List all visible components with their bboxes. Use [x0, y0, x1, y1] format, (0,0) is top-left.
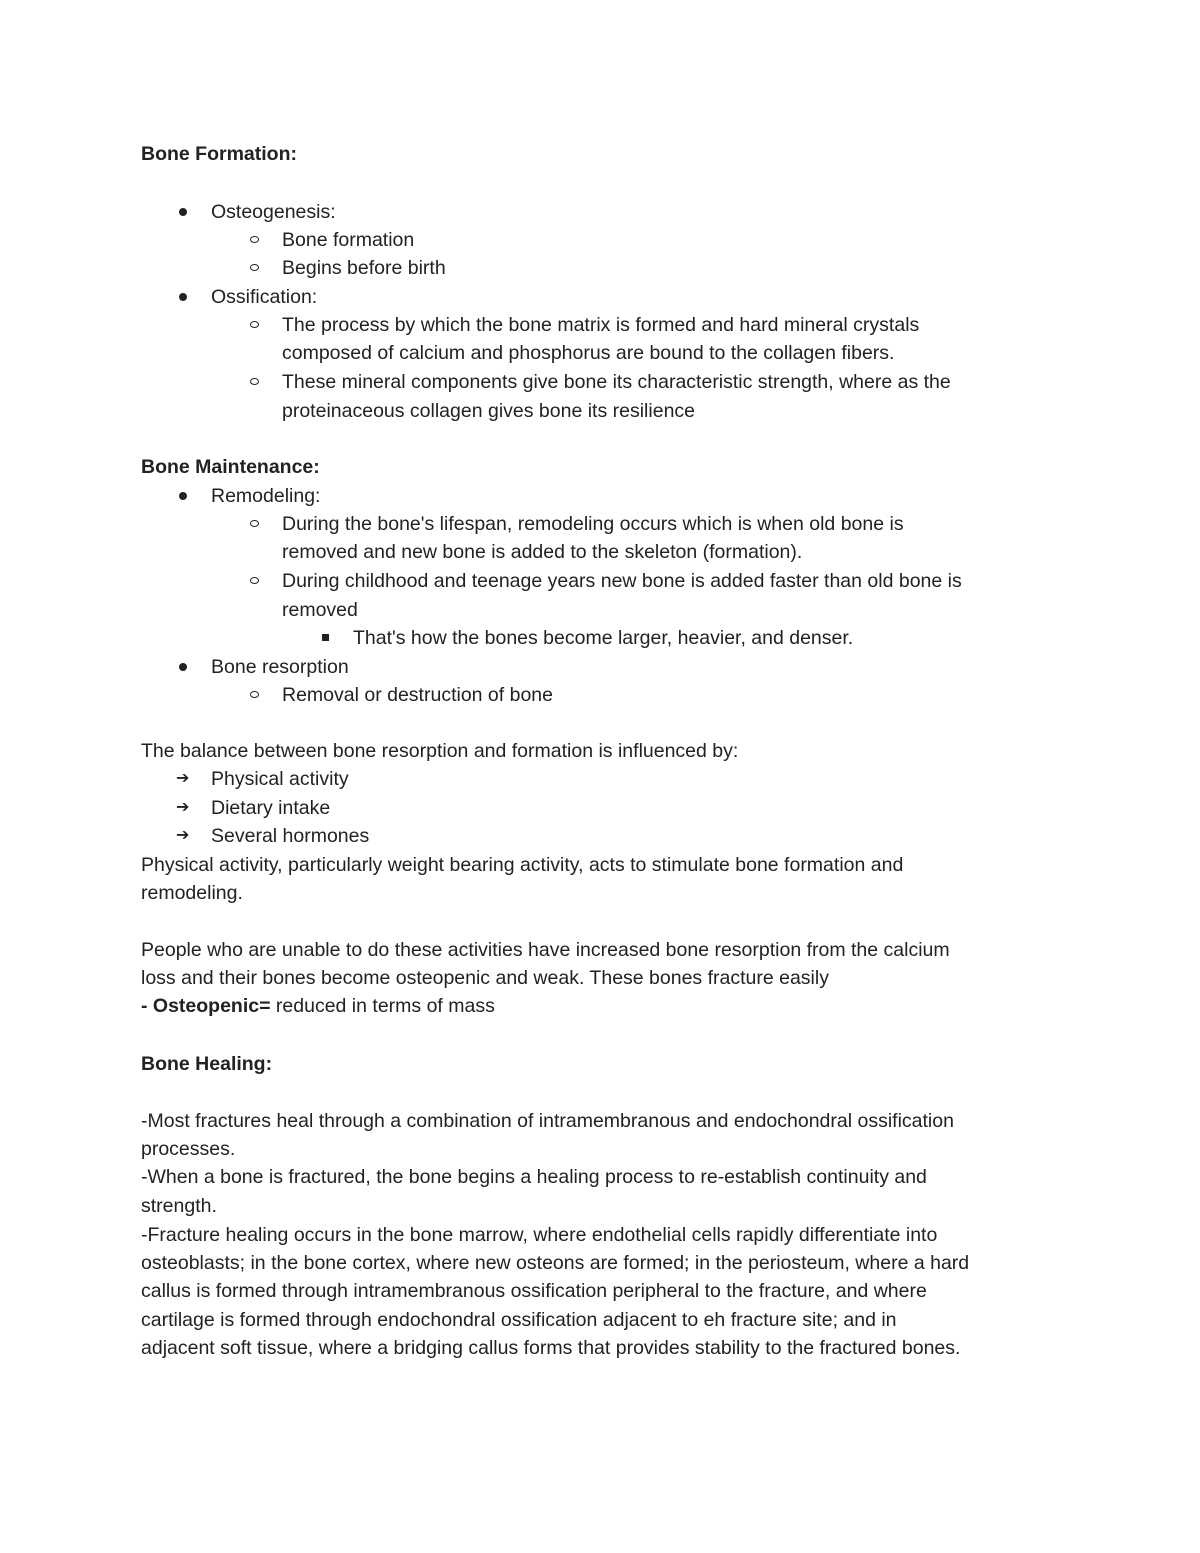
list-item-ossification: Ossification:: [211, 286, 318, 308]
list-item-remodeling: Remodeling:: [211, 485, 321, 507]
bullet-square: [322, 634, 329, 641]
bullet-dot: [179, 293, 187, 301]
sub-item-minerals-line2: proteinaceous collagen gives bone its resilience: [282, 400, 696, 422]
definition-term: - Osteopenic=: [141, 995, 271, 1017]
sub-item-process-line1: The process by which the bone matrix is formed and hard mineral crystals: [282, 314, 920, 336]
bullet-circle: [250, 378, 259, 385]
bullet-dot: [179, 208, 187, 216]
arrow-bullet-icon: ➔: [176, 799, 190, 816]
healing-line: processes.: [141, 1138, 236, 1160]
healing-line: cartilage is formed through endochondral ossification adjacent to eh fracture site; and in: [141, 1309, 897, 1331]
sub-sub-item-thats-how: That's how the bones become larger, heavier, and denser.: [353, 627, 854, 649]
balance-intro: The balance between bone resorption and formation is influenced by:: [141, 740, 739, 762]
bullet-dot: [179, 492, 187, 500]
sub-item-removal: Removal or destruction of bone: [282, 684, 553, 706]
sub-item-minerals-line1: These mineral components give bone its characteristic strength, where as the: [282, 371, 951, 393]
list-item-osteogenesis: Osteogenesis:: [211, 201, 336, 223]
sub-item-childhood-line2: removed: [282, 599, 358, 621]
sub-item-process-line2: composed of calcium and phosphorus are bound to the collagen fibers.: [282, 342, 895, 364]
paragraph-people-line2: loss and their bones become osteopenic and weak. These bones fracture easily: [141, 967, 829, 989]
arrow-bullet-icon: ➔: [176, 827, 190, 844]
list-item-bone-resorption: Bone resorption: [211, 656, 349, 678]
healing-line: -When a bone is fractured, the bone begins a healing process to re-establish continuity and: [141, 1166, 927, 1188]
paragraph-physical-line1: Physical activity, particularly weight bearing activity, acts to stimulate bone formation and: [141, 854, 904, 876]
sub-item-lifespan-line2: removed and new bone is added to the skeleton (formation).: [282, 541, 803, 563]
definition-osteopenic: [141, 992, 495, 1020]
paragraph-physical-line2: remodeling.: [141, 882, 243, 904]
healing-line: callus is formed through intramembranous ossification peripheral to the fracture, and where: [141, 1280, 927, 1302]
factor-item: Physical activity: [211, 768, 349, 790]
sub-item-lifespan-line1: During the bone's lifespan, remodeling occurs which is when old bone is: [282, 513, 904, 535]
arrow-bullet-icon: ➔: [176, 770, 190, 787]
paragraph-people-line1: People who are unable to do these activities have increased bone resorption from the calcium: [141, 939, 950, 961]
healing-line: -Most fractures heal through a combination of intramembranous and endochondral ossification: [141, 1110, 954, 1132]
bullet-circle: [250, 691, 259, 698]
sub-item-bone-formation: Bone formation: [282, 229, 415, 251]
section-heading-bone-maintenance: Bone Maintenance:: [141, 456, 320, 478]
definition-text: reduced in terms of mass: [270, 995, 495, 1017]
healing-line: osteoblasts; in the bone cortex, where new osteons are formed; in the periosteum, where a hard: [141, 1252, 970, 1274]
bullet-circle: [250, 321, 259, 328]
bullet-circle: [250, 236, 259, 243]
healing-line: -Fracture healing occurs in the bone marrow, where endothelial cells rapidly differentiate into: [141, 1224, 938, 1246]
bullet-circle: [250, 264, 259, 271]
healing-line: strength.: [141, 1195, 217, 1217]
healing-line: adjacent soft tissue, where a bridging callus forms that provides stability to the fractured bones.: [141, 1337, 961, 1359]
bullet-dot: [179, 663, 187, 671]
bullet-circle: [250, 520, 259, 527]
factor-item: Several hormones: [211, 825, 370, 847]
sub-item-begins-before-birth: Begins before birth: [282, 257, 446, 279]
section-heading-bone-formation: Bone Formation:: [141, 143, 297, 165]
sub-item-childhood-line1: During childhood and teenage years new bone is added faster than old bone is: [282, 570, 962, 592]
factor-item: Dietary intake: [211, 797, 331, 819]
bullet-circle: [250, 577, 259, 584]
section-heading-bone-healing: Bone Healing:: [141, 1053, 273, 1075]
